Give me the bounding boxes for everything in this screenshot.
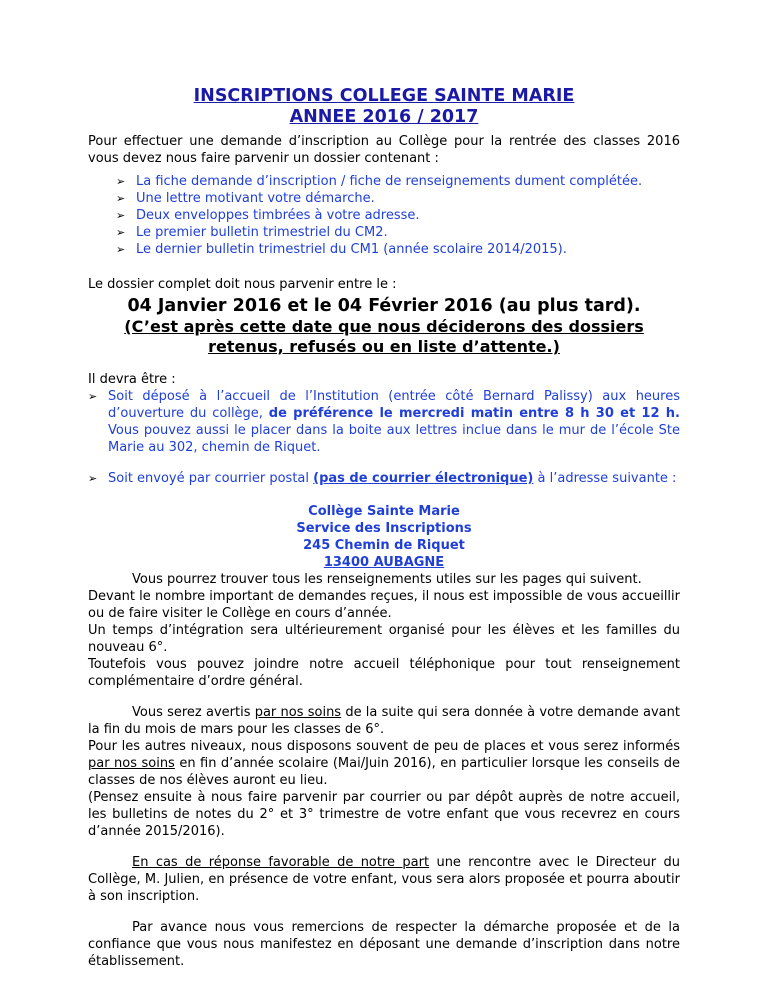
option2-text-b: à l’adresse suivante : [533,471,677,486]
intro-paragraph: Pour effectuer une demande d’inscription au Collège pour la rentrée des classes 2016 vous devez nous faire parvenir un dossier contenant : [88,134,680,166]
option1-text-b: Vous pouvez aussi le placer dans la boite aux lettres inclue dans le mur de l’école Ste Marie au 302, chemin de Riquet. [108,423,680,455]
autres-text-b: en fin d’année scolaire (Mai/Juin 2016), en particulier lorsque les conseils de classes de nos élèves auront eu lieu. [88,756,680,788]
list-item [116,207,680,224]
title-line-1: INSCRIPTIONS COLLEGE SAINTE MARIE [193,86,575,106]
arrow-icon: ➢ [116,192,126,205]
document-page [88,86,680,970]
para-renseignements: Vous pourrez trouver tous les renseignements utiles sur les pages qui suivent. [132,572,642,587]
para-toutefois: Toutefois vous pouvez joindre notre accueil téléphonique pour tout renseignement complémentaire d’ordre général. [88,657,680,689]
list-item [116,173,680,190]
deadline-dates: 04 Janvier 2016 et le 04 Février 2016 (au plus tard). [127,296,641,316]
address-line-4: 13400 AUBAGNE [323,555,445,570]
para-pensez: (Pensez ensuite à nous faire parvenir par courrier ou par dépôt auprès de notre accueil, les bulletins de notes du 2° et 3° trimestre de votre enfant que vous recevrez en cours d’année 2015/2016). [88,790,680,839]
arrow-icon: ➢ [88,390,98,403]
title-line-2: ANNEE 2016 / 2017 [289,107,479,127]
arrow-icon: ➢ [116,175,126,188]
para-reponse [88,854,680,905]
avertis-underlined: par nos soins [254,705,342,720]
arrow-icon: ➢ [116,209,126,222]
para-avance: Par avance nous vous remercions de respecter la démarche proposée et de la confiance que vous nous manifestez en déposant une demande d’inscription dans notre établissement. [88,920,680,969]
deadline-note-end: .) [546,337,560,356]
arrow-icon: ➢ [116,226,126,239]
deadline-note-underlined: (C’est après cette date que nous déciderons des dossiers retenus, refusés ou en liste d’attente [124,317,644,356]
options-list [88,388,680,487]
arrow-icon: ➢ [88,472,98,485]
deadline-intro: Le dossier complet doit nous parvenir entre le : [88,277,397,292]
list-item [116,224,680,241]
para-temps: Un temps d’intégration sera ultérieurement organisé pour les élèves et les familles du nouveau 6°. [88,623,680,655]
list-item [88,470,680,487]
list-item-text: Le premier bulletin trimestriel du CM2. [136,225,388,240]
list-item-text: La fiche demande d’inscription / fiche de renseignements dument complétée. [136,174,643,189]
deadline-note [88,317,680,357]
dossier-list [88,173,680,258]
postal-address [88,503,680,571]
avertis-text-b: de la suite qui sera donnée à votre demande avant la fin du mois de mars pour les classes de 6°. [88,705,680,737]
list-item [88,388,680,456]
list-item-text: Une lettre motivant votre démarche. [136,191,375,206]
list-item [116,241,680,258]
option2-underlined: (pas de courrier électronique) [313,471,534,486]
address-line-2: Service des Inscriptions [296,521,472,536]
reponse-text: une rencontre avec le Directeur du Collège, M. Julien, en présence de votre enfant, vous sera alors proposée et pourra aboutir à son inscription. [88,855,680,904]
devra-etre: Il devra être : [88,372,176,387]
reponse-underlined: En cas de réponse favorable de notre part [132,855,430,870]
list-item-text: Deux enveloppes timbrées à votre adresse. [136,208,420,223]
option1-bold: de préférence le mercredi matin entre 8 h 30 et 12 h. [268,406,680,421]
para-nombre: Devant le nombre important de demandes reçues, il nous est impossible de vous accueillir ou de faire visiter le Collège en cours d’année. [88,589,680,621]
list-item-text: Le dernier bulletin trimestriel du CM1 (année scolaire 2014/2015). [136,242,567,257]
option1-text: Soit déposé à l’accueil de l’Institution (entrée côté Bernard Palissy) aux heures d’ouverture du collège, [108,389,680,421]
autres-text: Pour les autres niveaux, nous disposons souvent de peu de places et vous serez informés [88,739,680,754]
option2-text: Soit envoyé par courrier postal [108,471,314,486]
para-autres [88,738,680,789]
address-line-3: 245 Chemin de Riquet [303,538,465,553]
para-avertis [88,704,680,738]
avertis-text: Vous serez avertis [132,705,255,720]
list-item [116,190,680,207]
autres-underlined: par nos soins [88,756,175,771]
arrow-icon: ➢ [116,243,126,256]
page-title [88,86,680,128]
address-line-1: Collège Sainte Marie [308,504,460,519]
